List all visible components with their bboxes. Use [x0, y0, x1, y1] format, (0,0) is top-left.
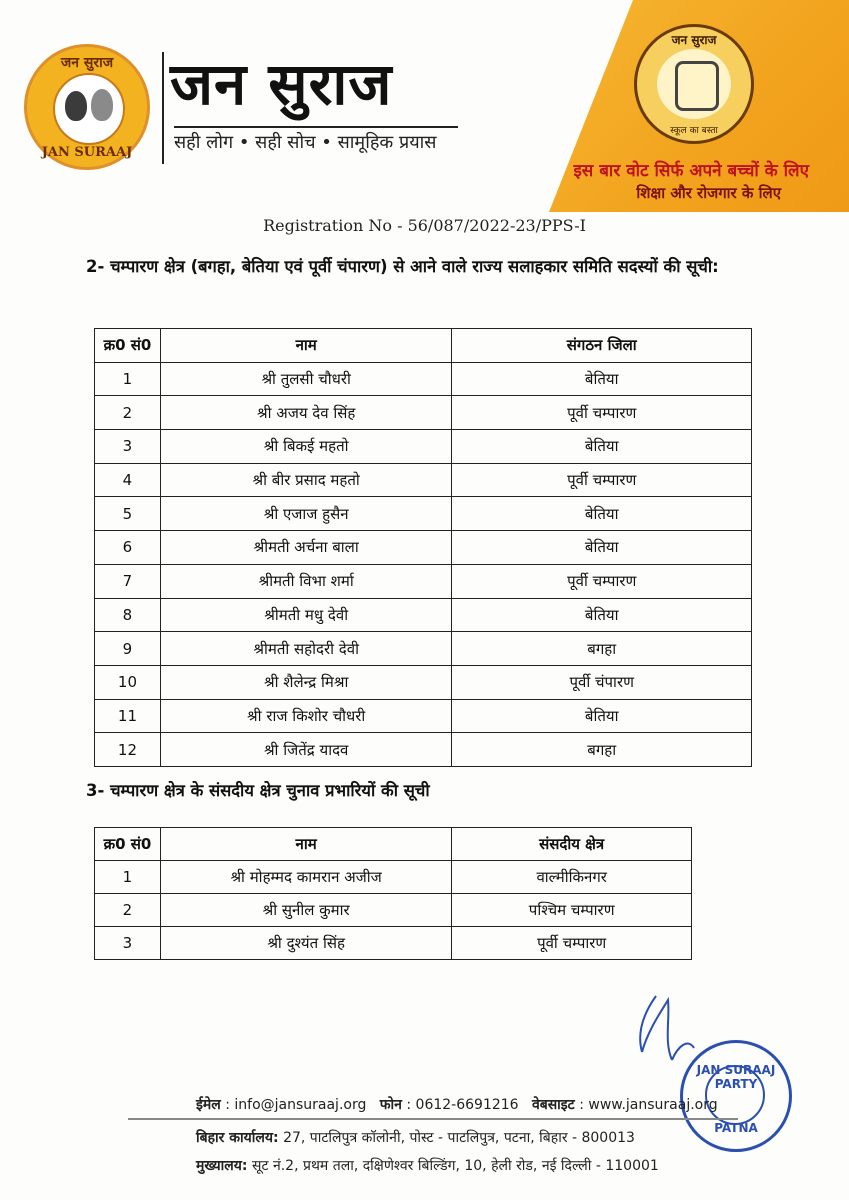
school-bag-icon: [675, 61, 719, 111]
cell-value: पूर्वी चम्पारण: [452, 463, 752, 497]
cell-name: श्रीमती विभा शर्मा: [160, 564, 452, 598]
website-label: वेबसाइट: [531, 1097, 575, 1113]
email-link[interactable]: info@jansuraaj.org: [234, 1097, 367, 1113]
slogan-line-2: शिक्षा और रोजगार के लिए: [636, 184, 781, 202]
cell-serial: 12: [95, 733, 161, 767]
bihar-office-address: [196, 1128, 635, 1147]
cell-name: श्री तुलसी चौधरी: [160, 362, 452, 396]
cell-value: बेतिया: [452, 531, 752, 565]
cell-name: श्रीमती अर्चना बाला: [160, 531, 452, 565]
brand-tagline: सही लोग • सही सोच • सामूहिक प्रयास: [174, 132, 437, 153]
cell-value: पूर्वी चम्पारण: [452, 396, 752, 430]
slogan-line-1: इस बार वोट सिर्फ अपने बच्चों के लिए: [573, 161, 809, 181]
cell-serial: 2: [95, 894, 161, 927]
cell-name: श्री एजाज हुसैन: [160, 497, 452, 531]
cell-name: श्रीमती मधु देवी: [160, 598, 452, 632]
table-row: [95, 598, 752, 632]
phone-number: 0612-6691216: [415, 1097, 519, 1113]
cell-value: बेतिया: [452, 598, 752, 632]
seal-bottom-text: स्कूल का बस्ता: [670, 126, 718, 136]
cell-serial: 9: [95, 632, 161, 666]
column-header-name: नाम: [160, 828, 451, 861]
logo-portrait-icon: [53, 73, 125, 145]
cell-value: बगहा: [452, 733, 752, 767]
cell-serial: 11: [95, 699, 161, 733]
advisory-committee-table: [94, 328, 752, 767]
cell-serial: 10: [95, 665, 161, 699]
cell-value: पूर्वी चम्पारण: [452, 564, 752, 598]
cell-serial: 7: [95, 564, 161, 598]
cell-name: श्री बीर प्रसाद महतो: [160, 463, 452, 497]
cell-name: श्रीमती सहोदरी देवी: [160, 632, 452, 666]
table-row: [95, 396, 752, 430]
cell-value: पश्चिम चम्पारण: [452, 894, 692, 927]
cell-name: श्री जितेंद्र यादव: [160, 733, 452, 767]
cell-name: श्री दुश्यंत सिंह: [160, 927, 451, 960]
cell-name: श्री शैलेन्द्र मिश्रा: [160, 665, 452, 699]
cell-value: वाल्मीकिनगर: [452, 861, 692, 894]
cell-name: श्री बिकई महतो: [160, 430, 452, 464]
footer-divider: [128, 1118, 738, 1120]
headquarters-address: [196, 1156, 659, 1175]
party-logo: [24, 44, 150, 170]
email-label: ईमेल: [196, 1097, 221, 1113]
school-bag-seal: [634, 24, 754, 144]
cell-serial: 8: [95, 598, 161, 632]
table-row: [95, 497, 752, 531]
logo-top-text: जन सुराज: [60, 55, 114, 71]
cell-serial: 2: [95, 396, 161, 430]
column-header-constituency: संसदीय क्षेत्र: [452, 828, 692, 861]
table-header-row: [95, 329, 752, 363]
cell-value: बेतिया: [452, 699, 752, 733]
cell-name: श्री सुनील कुमार: [160, 894, 451, 927]
section-2-heading: 2- चम्पारण क्षेत्र (बगहा, बेतिया एवं पूर्वी चंपारण) से आने वाले राज्य सलाहकार समिति सदस्यों की सूची:: [86, 257, 719, 276]
table-row: [95, 632, 752, 666]
cell-serial: 3: [95, 927, 161, 960]
election-incharge-table: [94, 827, 692, 960]
bihar-office-label: बिहार कार्यालय:: [196, 1130, 279, 1146]
table-row: [95, 699, 752, 733]
cell-serial: 1: [95, 861, 161, 894]
logo-bottom-text: JAN SURAAJ: [41, 145, 133, 160]
column-header-district: संगठन जिला: [452, 329, 752, 363]
cell-serial: 3: [95, 430, 161, 464]
cell-value: बेतिया: [452, 497, 752, 531]
cell-value: बगहा: [452, 632, 752, 666]
stamp-bottom-text: PATNA: [714, 1121, 758, 1135]
cell-value: बेतिया: [452, 362, 752, 396]
phone-label: फोन: [379, 1097, 402, 1113]
table-row: [95, 564, 752, 598]
cell-serial: 4: [95, 463, 161, 497]
table-row: [95, 927, 692, 960]
table-header-row: [95, 828, 692, 861]
table-row: [95, 362, 752, 396]
hq-label: मुख्यालय:: [196, 1158, 248, 1174]
brand-title: जन सुराज: [170, 50, 393, 118]
brand-rule: [174, 126, 458, 128]
column-header-serial: क्र0 सं0: [95, 329, 161, 363]
table-row: [95, 430, 752, 464]
cell-serial: 6: [95, 531, 161, 565]
table-row: [95, 665, 752, 699]
bihar-office-text: 27, पाटलिपुत्र कॉलोनी, पोस्ट - पाटलिपुत्र, पटना, बिहार - 800013: [283, 1130, 635, 1146]
cell-value: बेतिया: [452, 430, 752, 464]
cell-serial: 5: [95, 497, 161, 531]
stamp-top-text: JAN SURAAJ PARTY: [696, 1063, 776, 1091]
registration-number: Registration No - 56/087/2022-23/PPS-I: [263, 216, 586, 235]
section-3-heading: 3- चम्पारण क्षेत्र के संसदीय क्षेत्र चुनाव प्रभारियों की सूची: [86, 781, 430, 800]
column-header-serial: क्र0 सं0: [95, 828, 161, 861]
letterhead: [0, 0, 849, 212]
cell-value: पूर्वी चम्पारण: [452, 927, 692, 960]
table-row: [95, 463, 752, 497]
hq-text: सूट नं.2, प्रथम तला, दक्षिणेश्वर बिल्डिंग, 10, हेली रोड, नई दिल्ली - 110001: [251, 1158, 659, 1174]
table-row: [95, 861, 692, 894]
cell-name: श्री मोहम्मद कामरान अजीज: [160, 861, 451, 894]
table-row: [95, 531, 752, 565]
cell-name: श्री राज किशोर चौधरी: [160, 699, 452, 733]
seal-top-text: जन सुराज: [671, 33, 717, 47]
cell-name: श्री अजय देव सिंह: [160, 396, 452, 430]
header-divider: [162, 52, 164, 164]
cell-serial: 1: [95, 362, 161, 396]
table-row: [95, 894, 692, 927]
table-row: [95, 733, 752, 767]
column-header-name: नाम: [160, 329, 452, 363]
signature: [628, 990, 698, 1070]
contact-line: ईमेल : info@jansuraaj.org फोन : 0612-6691216 वेबसाइट : www.jansuraaj.org: [196, 1097, 718, 1113]
website-link[interactable]: www.jansuraaj.org: [588, 1097, 718, 1113]
cell-value: पूर्वी चंपारण: [452, 665, 752, 699]
